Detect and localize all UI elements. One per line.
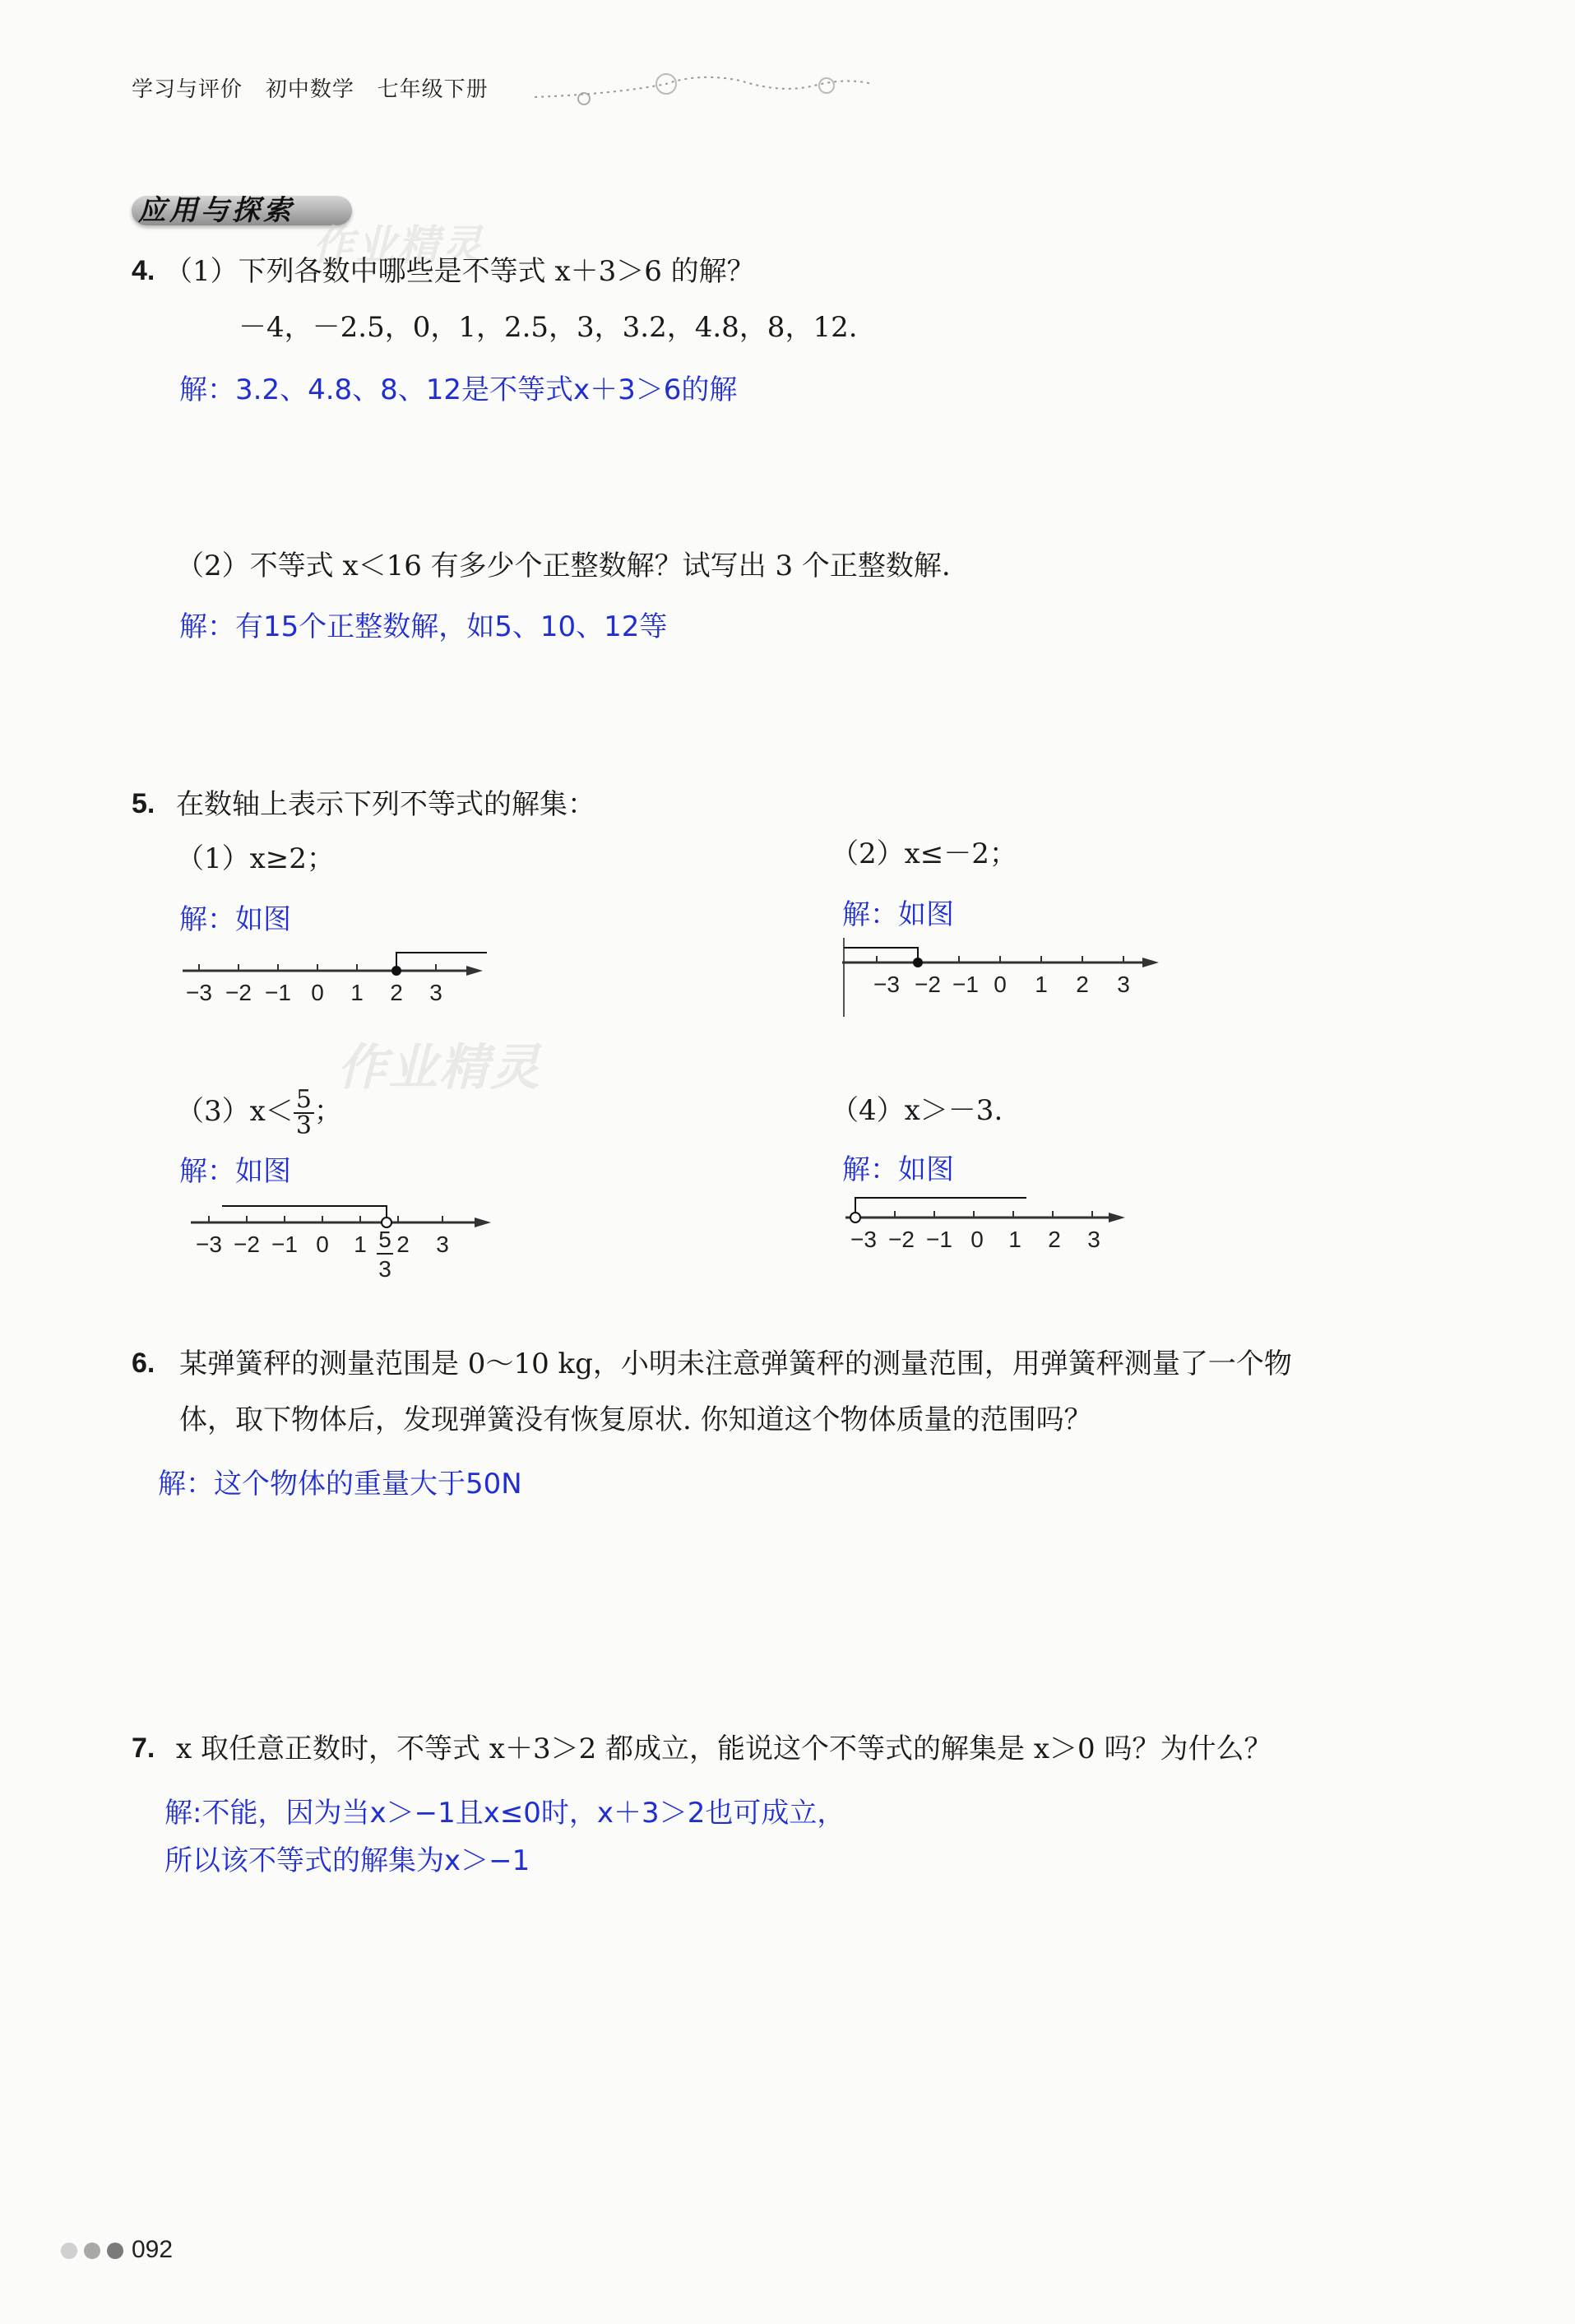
number-line-1 xyxy=(183,946,495,1012)
q5-sub3 xyxy=(176,1085,342,1140)
nl3-label-6: 2 xyxy=(396,1232,410,1257)
q4-numbers: －4，－2.5，0，1，2.5，3，3.2，4.8，8，12. xyxy=(239,311,858,344)
q4-answer2: 解：有15个正整数解，如5、10、12等 xyxy=(179,610,668,643)
nl3-label-4: 1 xyxy=(354,1232,367,1257)
header-book: 学习与评价 xyxy=(132,77,243,102)
footer-dot-3 xyxy=(107,2243,123,2259)
nl2-label-3: 0 xyxy=(994,972,1007,997)
q5-sub2: （2）x≤－2； xyxy=(831,837,1017,870)
q5-answer1: 解：如图 xyxy=(179,903,291,936)
nl4-label-6: 3 xyxy=(1087,1227,1100,1252)
nl4-label-3: 0 xyxy=(970,1227,984,1252)
footer-dot-2 xyxy=(84,2243,100,2259)
nl4-label-0: −3 xyxy=(850,1227,877,1252)
q5-answer2: 解：如图 xyxy=(842,898,954,931)
nl2-label-5: 2 xyxy=(1076,972,1089,997)
nl1-label-2: −1 xyxy=(265,980,291,1005)
q6-line2: 体，取下物体后，发现弹簧没有恢复原状. 你知道这个物体质量的范围吗？ xyxy=(179,1403,1092,1436)
nl4-label-4: 1 xyxy=(1008,1227,1021,1252)
nl3-label-frac-den: 3 xyxy=(378,1256,391,1282)
q5-answer4: 解：如图 xyxy=(842,1153,954,1186)
header-decoration xyxy=(535,66,880,107)
q7-answer-line2: 所以该不等式的解集为x＞−1 xyxy=(164,1844,530,1877)
nl1-label-5: 2 xyxy=(390,980,403,1005)
nl2-label-1: −2 xyxy=(915,972,941,997)
page-number: 092 xyxy=(132,2236,174,2263)
q4-part1: （1）下列各数中哪些是不等式 x＋3＞6 的解？ xyxy=(164,255,755,288)
q5-sub3-denominator: 3 xyxy=(295,1111,312,1140)
footer-dot-1 xyxy=(61,2243,77,2259)
nl2-label-0: −3 xyxy=(873,972,900,997)
nl1-label-4: 1 xyxy=(350,980,364,1005)
nl3-label-3: 0 xyxy=(316,1232,329,1257)
nl3-label-7: 3 xyxy=(436,1232,449,1257)
q4-answer1: 解：3.2、4.8、8、12是不等式x＋3＞6的解 xyxy=(179,373,738,406)
nl2-label-4: 1 xyxy=(1035,972,1048,997)
q5-answer3: 解：如图 xyxy=(179,1155,291,1188)
nl3-label-2: −1 xyxy=(271,1232,298,1257)
header-subject: 初中数学 xyxy=(265,77,354,102)
section-title: 应用与探索 xyxy=(138,194,294,227)
watermark-top: 作业精灵 xyxy=(313,221,484,269)
q5-number: 5. xyxy=(132,788,155,819)
q5-sub3-fraction xyxy=(294,1085,314,1140)
nl1-label-1: −2 xyxy=(225,980,252,1005)
q5-sub3-prefix: （3）x＜ xyxy=(176,1095,294,1128)
q4-part2: （2）不等式 x＜16 有多少个正整数解？试写出 3 个正整数解. xyxy=(176,550,951,582)
number-line-2 xyxy=(842,938,1171,1020)
q4-number: 4. xyxy=(132,255,155,286)
nl2-label-6: 3 xyxy=(1117,972,1130,997)
nl1-label-6: 3 xyxy=(429,980,442,1005)
q6-number: 6. xyxy=(132,1348,155,1379)
watermark-middle: 作业精灵 xyxy=(337,1039,541,1097)
nl3-label-0: −3 xyxy=(196,1232,222,1257)
nl2-label-2: −1 xyxy=(952,972,979,997)
number-line-4 xyxy=(845,1191,1158,1265)
q5-sub3-suffix: ； xyxy=(313,1095,342,1128)
q5-sub1: （1）x≥2； xyxy=(176,842,335,875)
number-line-3 xyxy=(191,1198,503,1288)
q5-stem: 在数轴上表示下列不等式的解集： xyxy=(176,788,595,821)
nl1-label-3: 0 xyxy=(311,980,324,1005)
q7-question: x 取任意正数时，不等式 x＋3＞2 都成立，能说这个不等式的解集是 x＞0 吗？为什么？ xyxy=(176,1733,1272,1765)
nl3-label-1: −2 xyxy=(234,1232,260,1257)
nl4-label-2: −1 xyxy=(926,1227,952,1252)
nl4-label-5: 2 xyxy=(1048,1227,1061,1252)
q7-number: 7. xyxy=(132,1733,155,1764)
q5-sub3-numerator: 5 xyxy=(294,1088,314,1114)
nl1-label-0: −3 xyxy=(186,980,212,1005)
nl3-label-frac-num: 5 xyxy=(378,1227,391,1252)
header xyxy=(132,72,489,103)
q6-answer: 解：这个物体的重量大于50N xyxy=(158,1468,522,1501)
q6-line1: 某弹簧秤的测量范围是 0～10 kg，小明未注意弹簧秤的测量范围，用弹簧秤测量了一个物 xyxy=(179,1348,1292,1380)
nl4-label-1: −2 xyxy=(888,1227,915,1252)
q7-answer-line1: 解:不能，因为当x＞−1且x≤0时，x＋3＞2也可成立， xyxy=(164,1797,845,1830)
q5-sub4: （4）x＞－3. xyxy=(831,1094,1003,1127)
header-grade: 七年级下册 xyxy=(377,77,489,102)
